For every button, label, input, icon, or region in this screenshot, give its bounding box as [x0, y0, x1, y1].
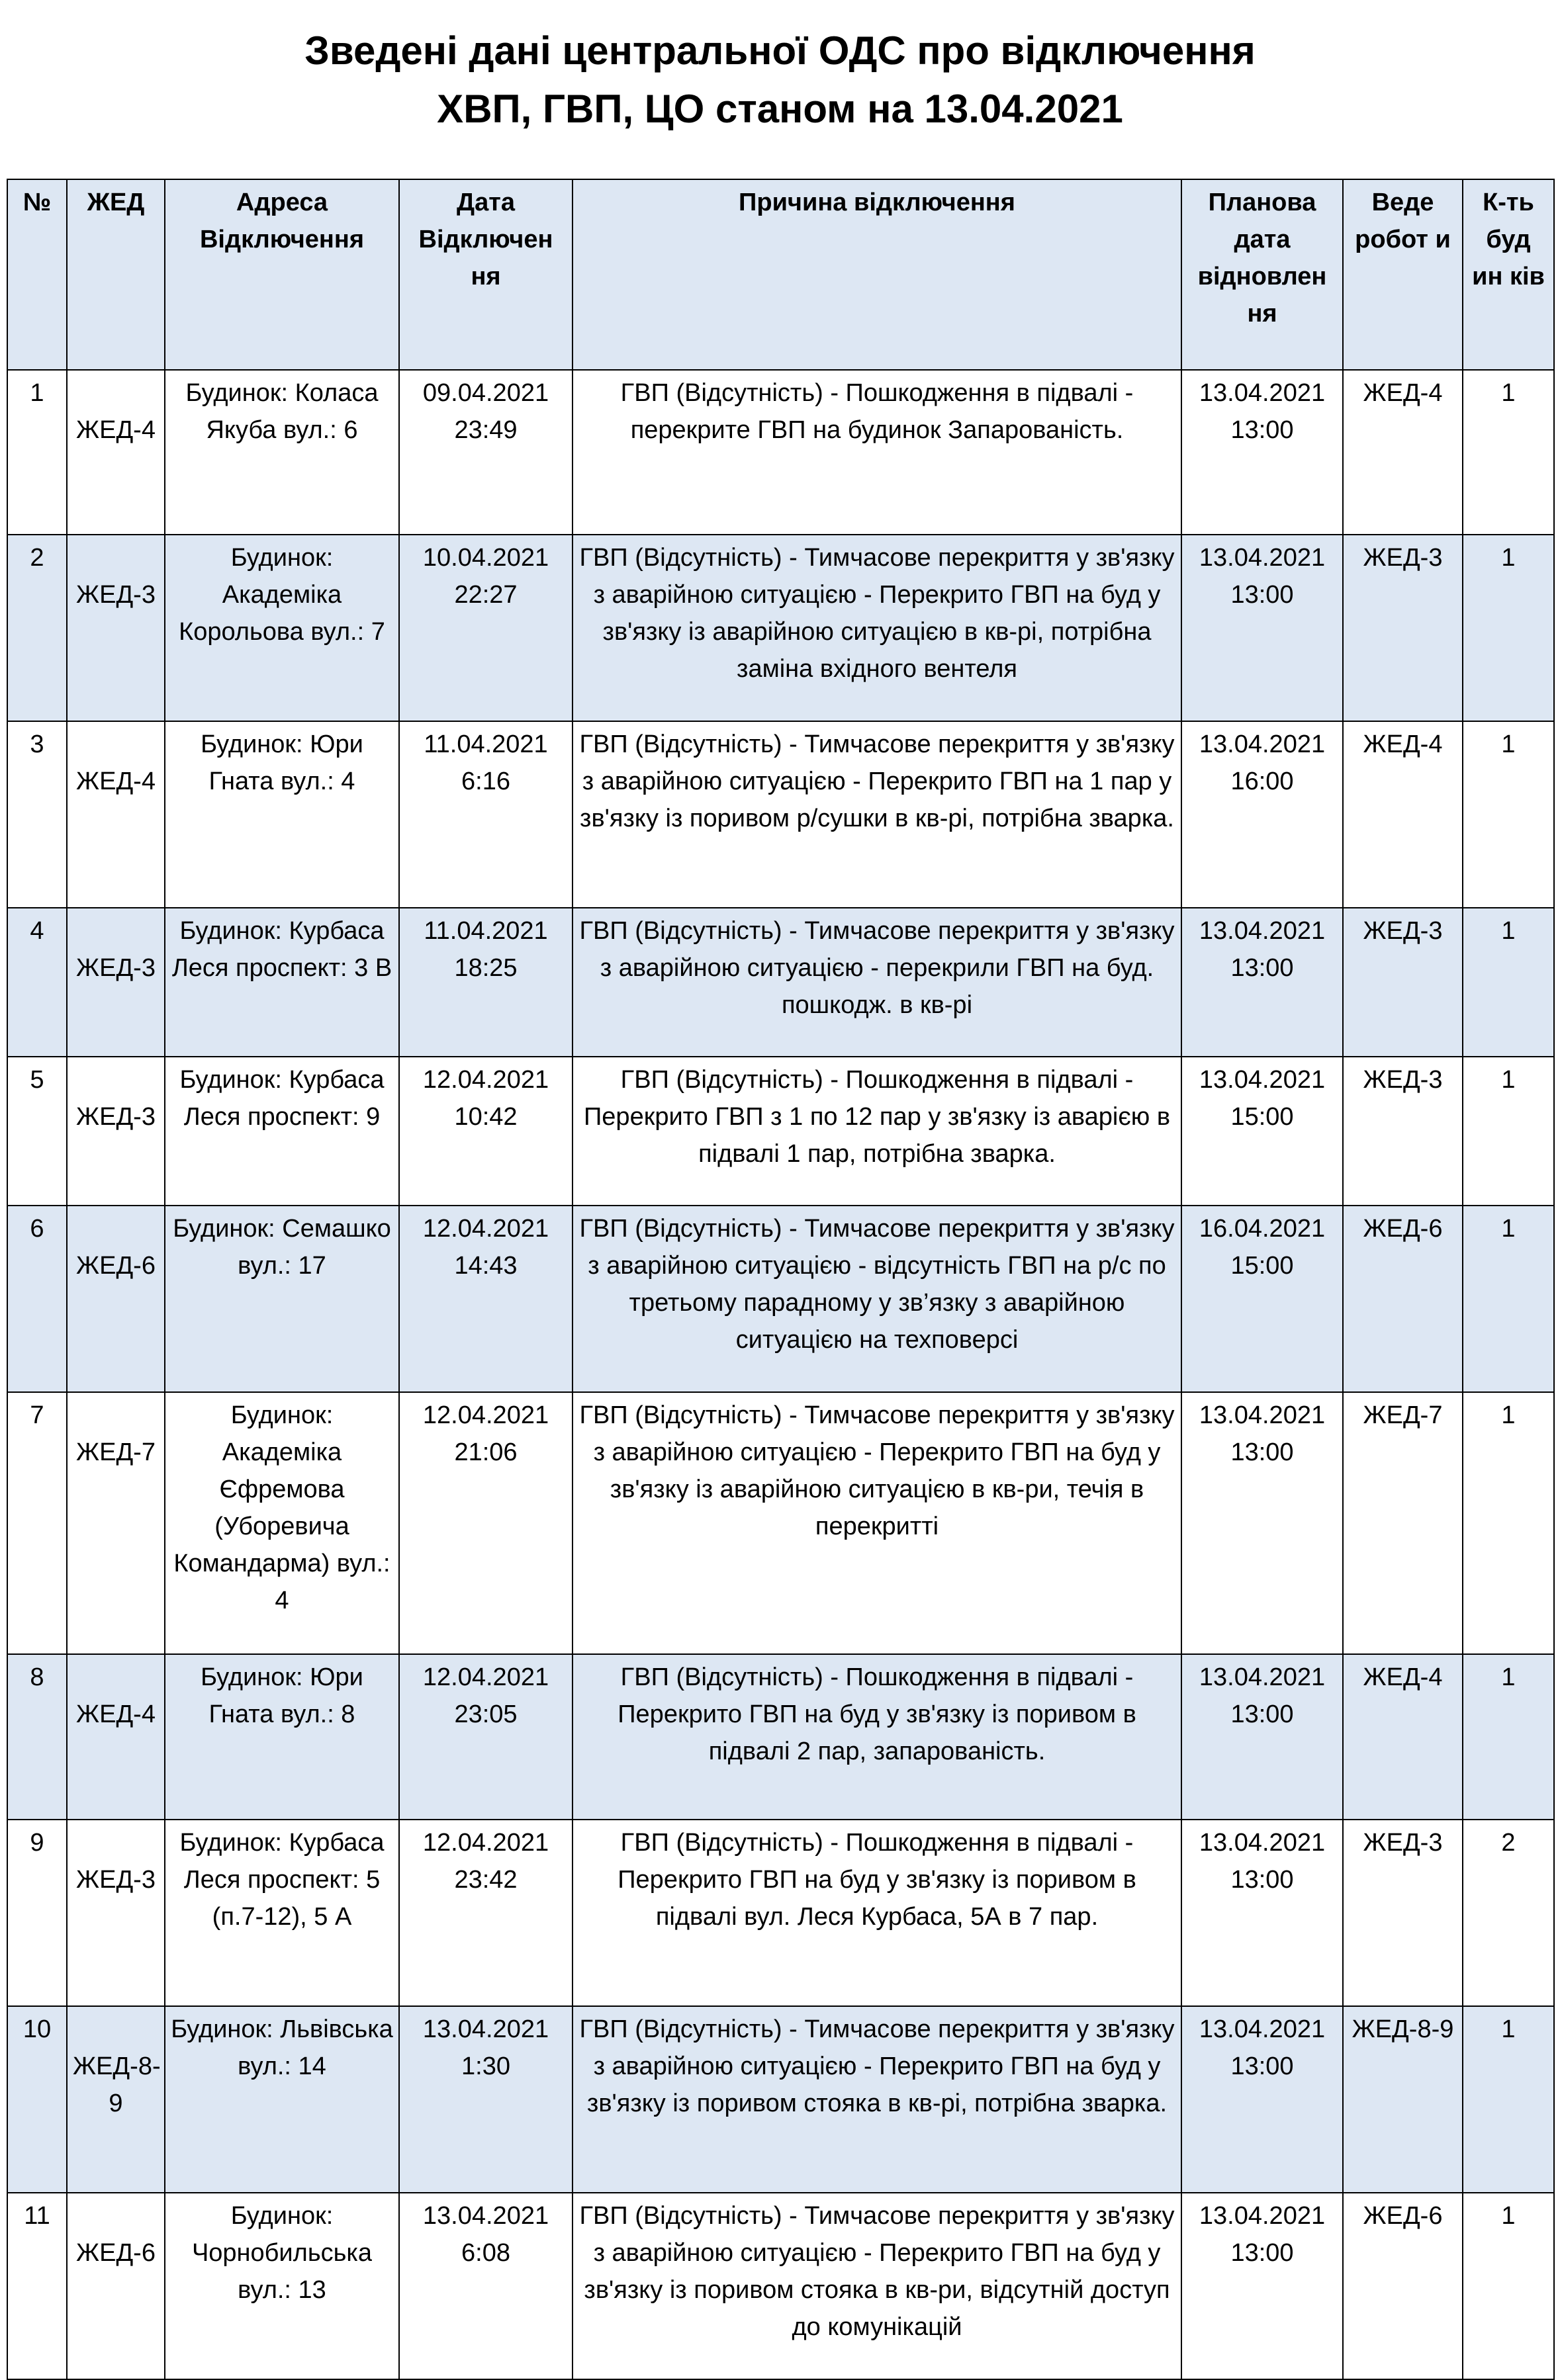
row-planned-restore: 16.04.2021 15:00	[1181, 1206, 1343, 1392]
row-reason: ГВП (Відсутність) - Пошкодження в підвалі - Перекрито ГВП з 1 по 12 пар у зв'язку із аварією в підвалі 1 пар, потрібна зварка.	[573, 1057, 1181, 1206]
header-date-off: Дата Відключен ня	[399, 179, 573, 370]
row-planned-restore: 13.04.2021 13:00	[1181, 370, 1343, 535]
row-num: 8	[7, 1654, 67, 1820]
row-date-off: 13.04.2021 6:08	[399, 2193, 573, 2379]
table-row	[7, 1820, 1554, 2006]
row-num: 2	[7, 535, 67, 721]
row-reason: ГВП (Відсутність) - Тимчасове перекриття у зв'язку з аварійною ситуацією - Перекрито ГВП на 1 пар у зв'язку із поривом р/сушки в кв-рі, потрібна зварка.	[573, 721, 1181, 908]
table-row	[7, 1206, 1554, 1392]
row-planned-restore: 13.04.2021 13:00	[1181, 1654, 1343, 1820]
row-zhed: ЖЕД-3	[67, 908, 165, 1057]
row-address: Будинок: Академіка Єфремова (Уборевича Командарма) вул.: 4	[165, 1392, 399, 1654]
page-title	[0, 29, 1560, 131]
row-buildings-count: 1	[1463, 1392, 1554, 1654]
table-header-row	[7, 179, 1554, 370]
row-address: Будинок: Чорнобильська вул.: 13	[165, 2193, 399, 2379]
row-reason: ГВП (Відсутність) - Тимчасове перекриття у зв'язку з аварійною ситуацією - Перекрито ГВП на буд у зв'язку із поривом стояка в кв-ри, відсутній доступ до комунікацій	[573, 2193, 1181, 2379]
row-date-off: 09.04.2021 23:49	[399, 370, 573, 535]
row-zhed: ЖЕД-7	[67, 1392, 165, 1654]
row-planned-restore: 13.04.2021 13:00	[1181, 2193, 1343, 2379]
table-row	[7, 2006, 1554, 2193]
row-buildings-count: 1	[1463, 1654, 1554, 1820]
row-works-by: ЖЕД-4	[1343, 1654, 1463, 1820]
table-row	[7, 2193, 1554, 2379]
row-zhed: ЖЕД-3	[67, 535, 165, 721]
row-works-by: ЖЕД-8-9	[1343, 2006, 1463, 2193]
row-zhed: ЖЕД-3	[67, 1820, 165, 2006]
row-reason: ГВП (Відсутність) - Пошкодження в підвалі - перекрите ГВП на будинок Запарованість.	[573, 370, 1181, 535]
row-reason: ГВП (Відсутність) - Тимчасове перекриття у зв'язку з аварійною ситуацією - відсутність ГВП на р/с по третьому парадному у зв’язку з аварійною ситуацією на техповерсі	[573, 1206, 1181, 1392]
row-planned-restore: 13.04.2021 13:00	[1181, 1392, 1343, 1654]
row-buildings-count: 1	[1463, 535, 1554, 721]
row-zhed: ЖЕД-4	[67, 370, 165, 535]
row-works-by: ЖЕД-3	[1343, 1820, 1463, 2006]
row-num: 1	[7, 370, 67, 535]
row-date-off: 12.04.2021 23:05	[399, 1654, 573, 1820]
row-num: 6	[7, 1206, 67, 1392]
row-works-by: ЖЕД-6	[1343, 2193, 1463, 2379]
row-address: Будинок: Коласа Якуба вул.: 6	[165, 370, 399, 535]
row-date-off: 11.04.2021 6:16	[399, 721, 573, 908]
row-date-off: 12.04.2021 10:42	[399, 1057, 573, 1206]
header-buildings-count: К-ть буд ин ків	[1463, 179, 1554, 370]
row-num: 5	[7, 1057, 67, 1206]
row-address: Будинок: Львівська вул.: 14	[165, 2006, 399, 2193]
row-works-by: ЖЕД-4	[1343, 721, 1463, 908]
row-zhed: ЖЕД-4	[67, 1654, 165, 1820]
table-row	[7, 1057, 1554, 1206]
row-works-by: ЖЕД-7	[1343, 1392, 1463, 1654]
row-buildings-count: 1	[1463, 2006, 1554, 2193]
row-date-off: 11.04.2021 18:25	[399, 908, 573, 1057]
row-buildings-count: 1	[1463, 370, 1554, 535]
row-num: 3	[7, 721, 67, 908]
header-reason: Причина відключення	[573, 179, 1181, 370]
row-zhed: ЖЕД-6	[67, 2193, 165, 2379]
table-row	[7, 535, 1554, 721]
row-buildings-count: 1	[1463, 2193, 1554, 2379]
row-reason: ГВП (Відсутність) - Пошкодження в підвалі - Перекрито ГВП на буд у зв'язку із поривом в підвалі вул. Леся Курбаса, 5А в 7 пар.	[573, 1820, 1181, 2006]
outage-table	[7, 179, 1555, 2380]
row-works-by: ЖЕД-3	[1343, 535, 1463, 721]
row-buildings-count: 1	[1463, 721, 1554, 908]
row-date-off: 13.04.2021 1:30	[399, 2006, 573, 2193]
header-planned-restore: Планова дата відновлен ня	[1181, 179, 1343, 370]
row-num: 7	[7, 1392, 67, 1654]
table-row	[7, 1654, 1554, 1820]
table-row	[7, 370, 1554, 535]
table-row	[7, 721, 1554, 908]
row-date-off: 10.04.2021 22:27	[399, 535, 573, 721]
row-address: Будинок: Курбаса Леся проспект: 5 (п.7-12), 5 А	[165, 1820, 399, 2006]
row-address: Будинок: Юри Гната вул.: 4	[165, 721, 399, 908]
header-works-by: Веде робот и	[1343, 179, 1463, 370]
row-reason: ГВП (Відсутність) - Тимчасове перекриття у зв'язку з аварійною ситуацією - перекрили ГВП на буд. пошкодж. в кв-рі	[573, 908, 1181, 1057]
row-planned-restore: 13.04.2021 13:00	[1181, 908, 1343, 1057]
row-date-off: 12.04.2021 23:42	[399, 1820, 573, 2006]
row-reason: ГВП (Відсутність) - Тимчасове перекриття у зв'язку з аварійною ситуацією - Перекрито ГВП на буд у зв'язку із поривом стояка в кв-рі, потрібна зварка.	[573, 2006, 1181, 2193]
row-planned-restore: 13.04.2021 16:00	[1181, 721, 1343, 908]
row-buildings-count: 1	[1463, 908, 1554, 1057]
row-address: Будинок: Курбаса Леся проспект: 9	[165, 1057, 399, 1206]
row-address: Будинок: Курбаса Леся проспект: 3 В	[165, 908, 399, 1057]
row-address: Будинок: Семашко вул.: 17	[165, 1206, 399, 1392]
row-zhed: ЖЕД-6	[67, 1206, 165, 1392]
row-planned-restore: 13.04.2021 13:00	[1181, 535, 1343, 721]
row-zhed: ЖЕД-3	[67, 1057, 165, 1206]
row-address: Будинок: Академіка Корольова вул.: 7	[165, 535, 399, 721]
row-planned-restore: 13.04.2021 13:00	[1181, 1820, 1343, 2006]
row-planned-restore: 13.04.2021 13:00	[1181, 2006, 1343, 2193]
row-works-by: ЖЕД-6	[1343, 1206, 1463, 1392]
row-num: 9	[7, 1820, 67, 2006]
header-zhed: ЖЕД	[67, 179, 165, 370]
row-address: Будинок: Юри Гната вул.: 8	[165, 1654, 399, 1820]
row-date-off: 12.04.2021 21:06	[399, 1392, 573, 1654]
table-row	[7, 908, 1554, 1057]
header-num: №	[7, 179, 67, 370]
title-line-2: ХВП, ГВП, ЦО станом на 13.04.2021	[437, 87, 1123, 131]
row-reason: ГВП (Відсутність) - Тимчасове перекриття у зв'язку з аварійною ситуацією - Перекрито ГВП на буд у зв'язку із аварійною ситуацією в кв-рі, потрібна заміна вхідного вентеля	[573, 535, 1181, 721]
row-buildings-count: 2	[1463, 1820, 1554, 2006]
row-num: 11	[7, 2193, 67, 2379]
row-zhed: ЖЕД-8-9	[67, 2006, 165, 2193]
row-planned-restore: 13.04.2021 15:00	[1181, 1057, 1343, 1206]
table-row	[7, 1392, 1554, 1654]
row-works-by: ЖЕД-3	[1343, 908, 1463, 1057]
row-buildings-count: 1	[1463, 1057, 1554, 1206]
row-num: 4	[7, 908, 67, 1057]
row-zhed: ЖЕД-4	[67, 721, 165, 908]
row-buildings-count: 1	[1463, 1206, 1554, 1392]
row-works-by: ЖЕД-4	[1343, 370, 1463, 535]
title-line-1: Зведені дані центральної ОДС про відключення	[304, 28, 1256, 73]
row-reason: ГВП (Відсутність) - Тимчасове перекриття у зв'язку з аварійною ситуацією - Перекрито ГВП на буд у зв'язку із аварійною ситуацією в кв-ри, течія в перекритті	[573, 1392, 1181, 1654]
row-num: 10	[7, 2006, 67, 2193]
header-address: Адреса Відключення	[165, 179, 399, 370]
row-works-by: ЖЕД-3	[1343, 1057, 1463, 1206]
row-reason: ГВП (Відсутність) - Пошкодження в підвалі - Перекрито ГВП на буд у зв'язку із поривом в підвалі 2 пар, запарованість.	[573, 1654, 1181, 1820]
row-date-off: 12.04.2021 14:43	[399, 1206, 573, 1392]
